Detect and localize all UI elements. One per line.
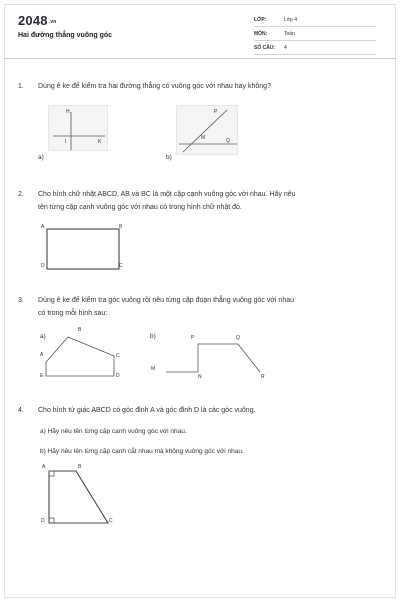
point-label: E	[40, 373, 44, 379]
point-label: Q	[236, 335, 240, 341]
question-text: Dùng ê ke để kiểm tra hai đường thẳng có vuông góc với nhau hay không?	[38, 83, 271, 90]
point-label: A	[40, 352, 44, 358]
point-label: A	[42, 464, 46, 470]
figure-1a	[48, 105, 108, 151]
question-number: 4.	[18, 407, 24, 414]
brand-name: 2048	[18, 13, 48, 28]
point-label: H	[66, 109, 70, 115]
point-label: B	[78, 464, 82, 470]
question-text: tên từng cặp cạnh vuông góc với nhau có trong hình chữ nhật đó.	[38, 204, 242, 211]
figure-label: a)	[38, 154, 44, 161]
point-label: C	[119, 263, 123, 269]
question-number: 2.	[18, 191, 24, 198]
point-label: I	[65, 139, 67, 145]
brand-logo[interactable]	[18, 13, 57, 28]
meta-key: LỚP:	[254, 17, 267, 23]
point-label: D	[41, 263, 45, 269]
point-label: M	[201, 135, 206, 141]
figure-label: a)	[40, 333, 46, 340]
point-label: A	[41, 224, 45, 230]
question-number: 3.	[18, 297, 24, 304]
meta-value: Toán	[284, 31, 295, 37]
meta-value: 4	[284, 45, 287, 51]
figure-3b-path	[160, 336, 270, 380]
meta-class	[254, 17, 297, 23]
meta-question-count	[254, 45, 287, 51]
figure-2-rectangle	[44, 226, 124, 272]
figure-4-quadrilateral	[46, 468, 116, 526]
meta-key: MÔN:	[254, 31, 268, 37]
point-label: B	[78, 327, 82, 333]
meta-key: SỐ CÂU:	[254, 45, 276, 51]
meta-value: Lớp 4	[284, 17, 298, 23]
point-label: M	[151, 366, 156, 372]
question-text: Cho hình chữ nhật ABCD, AB và BC là một cặp cạnh vuông góc với nhau. Hãy nêu	[38, 191, 296, 198]
point-label: C	[116, 353, 120, 359]
point-label: R	[261, 374, 265, 380]
point-label: B	[119, 224, 123, 230]
figure-1b	[176, 105, 238, 155]
question-4-part-a: a) Hãy nêu tên từng cặp cạnh vuông góc với nhau.	[40, 428, 187, 435]
figure-label: b)	[166, 154, 172, 161]
question-number: 1.	[18, 83, 24, 90]
point-label: K	[98, 139, 102, 145]
point-label: Q	[226, 138, 230, 144]
question-4-part-b: b) Hãy nêu tên từng cặp cạnh cắt nhau mà không vuông góc với nhau.	[40, 448, 244, 455]
header-divider	[4, 58, 396, 59]
question-text: Dùng ê ke để kiểm tra góc vuông rồi nêu từng cặp đoạn thẳng vuông góc với nhau	[38, 297, 295, 304]
figure-1a-drawing	[49, 106, 109, 152]
point-label: C	[109, 518, 113, 524]
point-label: P	[214, 109, 218, 115]
point-label: P	[191, 335, 195, 341]
point-label: D	[116, 373, 120, 379]
question-text: có trong mỗi hình sau:	[38, 310, 108, 317]
document-title: Hai đường thẳng vuông góc	[18, 32, 113, 39]
brand-suffix: .vn	[48, 18, 57, 25]
point-label: D	[41, 518, 45, 524]
question-text: Cho hình tứ giác ABCD có góc đỉnh A và góc đỉnh D là các góc vuông.	[38, 407, 256, 414]
point-label: N	[198, 374, 202, 380]
meta-subject	[254, 31, 295, 37]
figure-label: b)	[150, 333, 156, 340]
figure-1b-drawing	[177, 106, 239, 156]
